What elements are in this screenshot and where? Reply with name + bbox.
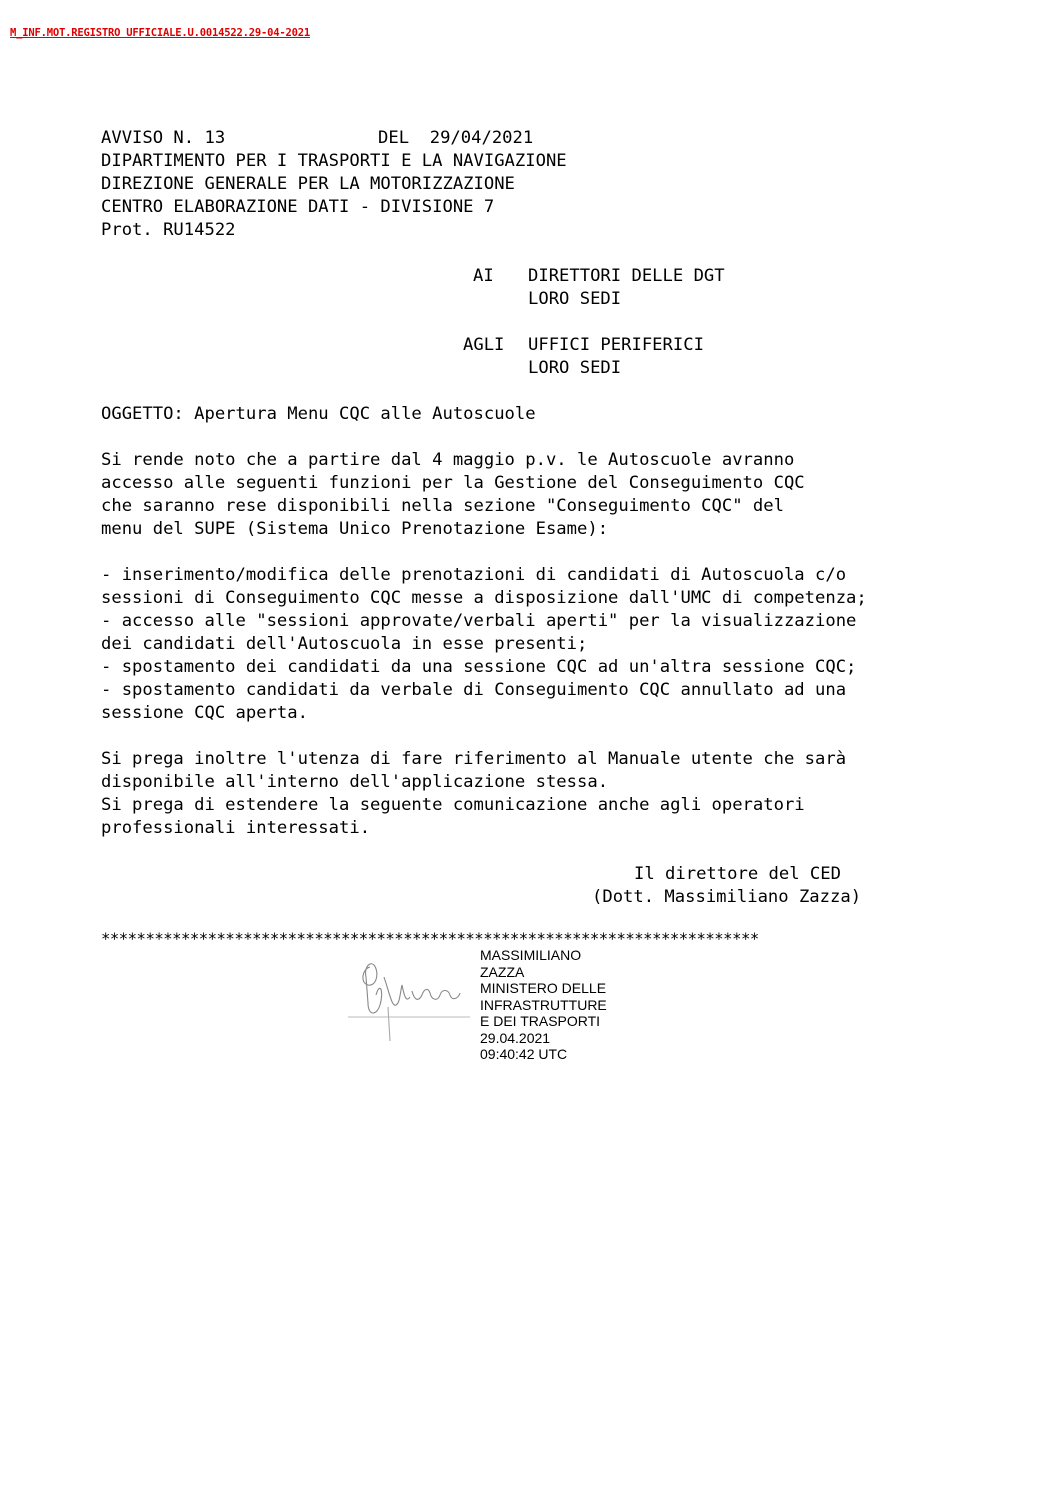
body-line: Si rende noto che a partire dal 4 maggio p.v. le Autoscuole avranno [101,450,795,470]
digital-signature-line: MINISTERO DELLE [480,980,607,996]
digital-signature-line: INFRASTRUTTURE [480,996,607,1013]
avviso-number: AVVISO N. 13 [101,128,226,148]
protocol-number: Prot. RU14522 [101,220,236,240]
digital-signature-line: 09:40:42 UTC [480,1046,568,1062]
list-item: dei candidati dell'Autoscuola in esse presenti; [101,634,588,654]
signer-name: (Dott. Massimiliano Zazza) [592,887,862,907]
closing-line: Si prega di estendere la seguente comunicazione anche agli operatori [101,795,805,815]
subject: OGGETTO: Apertura Menu CQC alle Autoscuole [101,404,536,424]
protocol-stamp: M_INF.MOT.REGISTRO UFFICIALE.U.0014522.29-04-2021 [10,27,310,39]
body-line: menu del SUPE (Sistema Unico Prenotazione Esame): [101,519,609,539]
digital-signature-line: ZAZZA [480,963,525,980]
closing-line: professionali interessati. [101,818,371,838]
closing-line: disponibile all'interno dell'applicazione stessa. [101,772,609,792]
separator: ************************************************************************** [101,930,759,948]
recipient-prefix: AI [473,266,494,286]
general-direction: DIREZIONE GENERALE PER LA MOTORIZZAZIONE [101,174,515,194]
digital-signature-line: E DEI TRASPORTI [480,1013,601,1029]
avviso-date: DEL 29/04/2021 [378,128,534,148]
data-center: CENTRO ELABORAZIONE DATI - DIVISIONE 7 [101,197,495,217]
list-item: - inserimento/modifica delle prenotazioni di candidati di Autoscuola c/o [101,565,847,585]
digital-signature-block [480,947,607,1063]
closing-line: Si prega inoltre l'utenza di fare riferimento al Manuale utente che sarà [101,749,847,769]
list-item: sessioni di Conseguimento CQC messe a disposizione dall'UMC di competenza; [101,588,867,608]
recipient-line: LORO SEDI [528,358,622,378]
recipient-line: UFFICI PERIFERICI [528,335,704,355]
department: DIPARTIMENTO PER I TRASPORTI E LA NAVIGAZIONE [101,151,567,171]
recipient-line: LORO SEDI [528,289,622,309]
list-item: sessione CQC aperta. [101,703,308,723]
list-item: - accesso alle "sessioni approvate/verbali aperti" per la visualizzazione [101,611,857,631]
handwritten-signature [340,955,480,1045]
recipient-line: DIRETTORI DELLE DGT [528,266,725,286]
signer-title: Il direttore del CED [634,864,841,884]
list-item: - spostamento candidati da verbale di Conseguimento CQC annullato ad una [101,680,847,700]
recipient-prefix: AGLI [463,335,505,355]
body-line: accesso alle seguenti funzioni per la Gestione del Conseguimento CQC [101,473,805,493]
digital-signature-line: MASSIMILIANO [480,947,582,963]
list-item: - spostamento dei candidati da una sessione CQC ad un'altra sessione CQC; [101,657,857,677]
digital-signature-line: 29.04.2021 [480,1029,551,1046]
body-line: che saranno rese disponibili nella sezione "Conseguimento CQC" del [101,496,784,516]
